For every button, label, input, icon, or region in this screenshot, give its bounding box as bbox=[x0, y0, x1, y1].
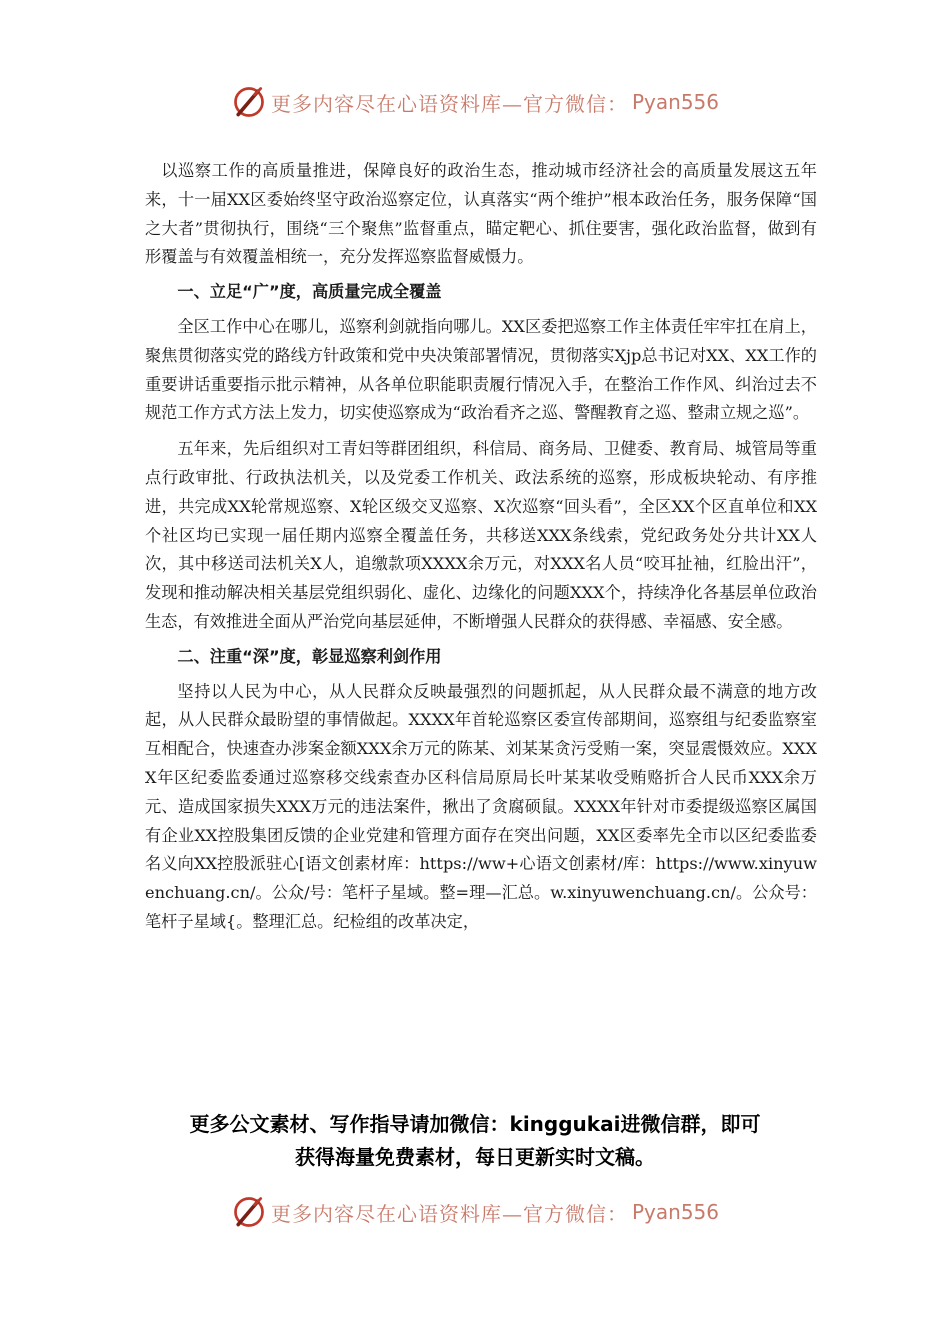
banner-text: 更多内容尽在心语资料库—官方微信： bbox=[270, 1201, 628, 1226]
paragraph-2: 五年来，先后组织对工青妇等群团组织，科信局、商务局、卫健委、教育局、城管局等重点行政审批、行政执法机关，以及党委工作机关、政法系统的巡察，形成板块轮动、有序推进，共完成XX轮常规巡察、X轮区级交叉巡察、X次巡察“回头看”，全区XX个区直单位和XX个社区均已实现一届任期内巡察全覆盖任务，共移送XXX条线索，党纪政务处分共计XX人次，其中移送司法机关X人，追缴款项XXXX余万元，对XXX名人员“咬耳扯袖，红脸出汗”，发现和推动解决相关基层党组织弱化、虚化、边缘化的问题XXX个，持续净化各基层单位政治生态，有效推进全面从严治党向基层延伸，不断增强人民群众的获得感、幸福感、安全感。 bbox=[145, 439, 817, 631]
footer-banner bbox=[0, 1192, 950, 1232]
promo-notice bbox=[0, 1108, 950, 1174]
banner-text: 更多内容尽在心语资料库—官方微信： bbox=[270, 91, 628, 116]
paragraph-1: 全区工作中心在哪儿，巡察利剑就指向哪儿。XX区委把巡察工作主体责任牢牢扛在肩上，聚焦贯彻落实党的路线方针政策和党中央决策部署情况，贯彻落实Xjp总书记对XX、XX工作的重要讲话重要指示批示精神，从各单位职能职责履行情况入手，在整治工作作风、纠治过去不规范工作方式方法上发力，切实使巡察成为“政治看齐之巡、警醒教育之巡、整肃立规之巡”。 bbox=[145, 316, 817, 423]
banner-wechat-id: Pyan556 bbox=[631, 1200, 719, 1224]
promo-line-1: 更多公文素材、写作指导请加微信：kinggukai进微信群，即可 bbox=[189, 1112, 761, 1136]
pen-logo-icon bbox=[231, 84, 267, 120]
banner-wechat-id: Pyan556 bbox=[631, 90, 719, 114]
pen-logo-icon bbox=[231, 1194, 267, 1230]
header-banner bbox=[0, 82, 950, 122]
section-heading-1: 一、立足“广”度，高质量完成全覆盖 bbox=[177, 282, 442, 302]
document-body bbox=[145, 157, 817, 937]
intro-paragraph: 以巡察工作的高质量推进，保障良好的政治生态，推动城市经济社会的高质量发展这五年来，十一届XX区委始终坚守政治巡察定位，认真落实“两个维护”根本政治任务，服务保障“国之大者”贯彻执行，围绕“三个聚焦”监督重点，瞄定靶心、抓住要害，强化政治监督，做到有形覆盖与有效覆盖相统一，充分发挥巡察监督威慑力。 bbox=[145, 161, 817, 267]
promo-line-2: 获得海量免费素材，每日更新实时文稿。 bbox=[295, 1145, 655, 1169]
paragraph-3: 坚持以人民为中心，从人民群众反映最强烈的问题抓起，从人民群众最不满意的地方改起，从人民群众最盼望的事情做起。XXXX年首轮巡察区委宣传部期间，巡察组与纪委监察室互相配合，快速查办涉案金额XXX余万元的陈某、刘某某贪污受贿一案，突显震慑效应。XXXX年区纪委监委通过巡察移交线索查办区科信局原局长叶某某收受贿赂折合人民币XXX余万元、造成国家损失XXX万元的违法案件，揪出了贪腐硕鼠。XXXX年针对市委提级巡察区属国有企业XX控股集团反馈的企业党建和管理方面存在突出问题，XX区委率先全市以区纪委监委名义向XX控股派驻心[语文创素材库：https://ww+心语文创素材/库：https://www.xinyuwenchuang.cn/。公众/号：笔杆子星域。整=理—汇总。w.xinyuwenchuang.cn/。公众号：笔杆子星域{。整理汇总。纪检组的改革决定， bbox=[145, 681, 817, 931]
section-heading-2: 二、注重“深”度，彰显巡察利剑作用 bbox=[177, 646, 442, 666]
